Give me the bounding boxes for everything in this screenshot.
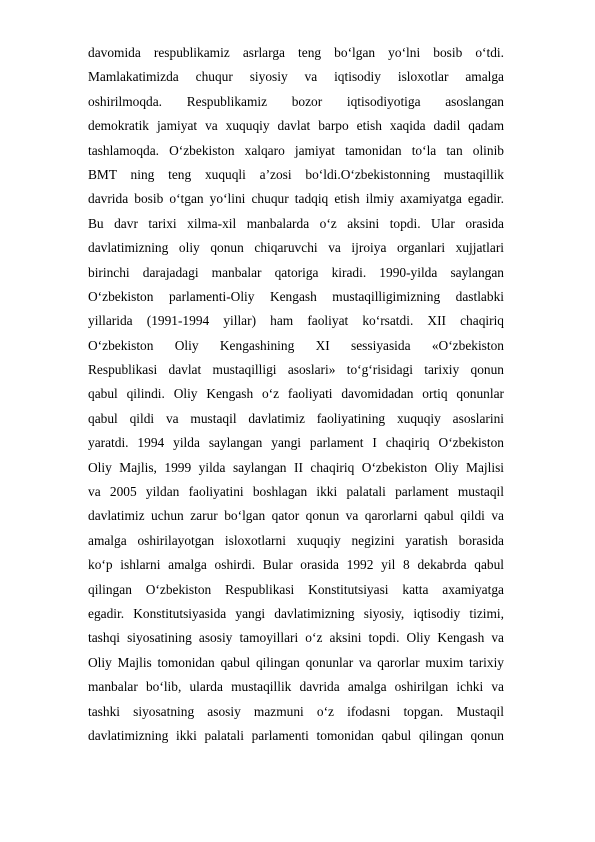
text-line: yillarida (1991-1994 yillar) ham faoliyat ko‘rsatdi. XII chaqiriq xyxy=(88,313,504,329)
text-line: O‘zbekiston parlamenti-Oliy Kengash mustaqilligimizning dastlabki xyxy=(88,288,504,304)
text-line: tashqi siyosatining asosiy tamoyillari o‘z aksini topdi. Oliy Kengash va xyxy=(88,630,504,646)
text-line: va 2005 yildan faoliyatini boshlagan ikki palatali parlament mustaqil xyxy=(88,484,504,500)
text-line: Mamlakatimizda chuqur siyosiy va iqtisodiy isloxotlar amalga xyxy=(88,69,504,85)
text-line: O‘zbekiston Oliy Kengashining XI sessiyasida «O‘zbekiston xyxy=(88,337,504,353)
text-line: Bu davr tarixi xilma-xil manbalarda o‘z aksini topdi. Ular orasida xyxy=(88,215,504,231)
text-line: davlatimizning oliy qonun chiqaruvchi va ijroiya organlari xujjatlari xyxy=(88,240,504,256)
text-line: qilingan O‘zbekiston Respublikasi Konstitutsiyasi katta axamiyatga xyxy=(88,581,504,597)
text-line: amalga oshirilayotgan isloxotlarni xuquqiy negizini yaratish borasida xyxy=(88,532,504,548)
text-line: qabul qildi va mustaqil davlatimiz faoliyatining xuquqiy asoslarini xyxy=(88,410,504,426)
text-line: Respublikasi davlat mustaqilligi asoslari» to‘g‘risidagi tarixiy qonun xyxy=(88,362,504,378)
text-line: tashki siyosatning asosiy mazmuni o‘z ifodasni topgan. Mustaqil xyxy=(88,703,504,719)
text-line: oshirilmoqda. Respublikamiz bozor iqtisodiyotiga asoslangan xyxy=(88,93,504,109)
body-text xyxy=(88,41,504,748)
text-line: Oliy Majlis, 1999 yilda saylangan II chaqiriq O‘zbekiston Oliy Majlisi xyxy=(88,459,504,475)
text-line: egadir. Konstitutsiyasida yangi davlatimizning siyosiy, iqtisodiy tizimi, xyxy=(88,605,504,621)
text-line: davlatimizning ikki palatali parlamenti tomonidan qabul qilingan qonun xyxy=(88,727,504,743)
text-line: demokratik jamiyat va xuquqiy davlat barpo etish xaqida dadil qadam xyxy=(88,118,504,134)
text-line: Oliy Majlis tomonidan qabul qilingan qonunlar va qarorlar muxim tarixiy xyxy=(88,654,504,670)
text-line: birinchi darajadagi manbalar qatoriga kiradi. 1990-yilda saylangan xyxy=(88,264,504,280)
text-line: manbalar bo‘lib, ularda mustaqillik davrida amalga oshirilgan ichki va xyxy=(88,679,504,695)
text-line: davlatimiz uchun zarur bo‘lgan qator qonun va qarorlarni qabul qildi va xyxy=(88,508,504,524)
text-line: BMT ning teng xuquqli a’zosi bo‘ldi.O‘zbekistonning mustaqillik xyxy=(88,166,504,182)
text-line: davomida respublikamiz asrlarga teng bo‘lgan yo‘lni bosib o‘tdi. xyxy=(88,45,504,60)
text-line: qabul qilindi. Oliy Kengash o‘z faoliyati davomidadan ortiq qonunlar xyxy=(88,386,504,402)
text-line: yaratdi. 1994 yilda saylangan yangi parlament I chaqiriq O‘zbekiston xyxy=(88,435,504,451)
text-line: tashlamoqda. O‘zbekiston xalqaro jamiyat tamonidan to‘la tan olinib xyxy=(88,142,504,158)
text-line: davrida bosib o‘tgan yo‘lini chuqur tadqiq etish ilmiy axamiyatga egadir. xyxy=(88,191,504,207)
text-line: ko‘p ishlarni amalga oshirdi. Bular orasida 1992 yil 8 dekabrda qabul xyxy=(88,557,504,573)
